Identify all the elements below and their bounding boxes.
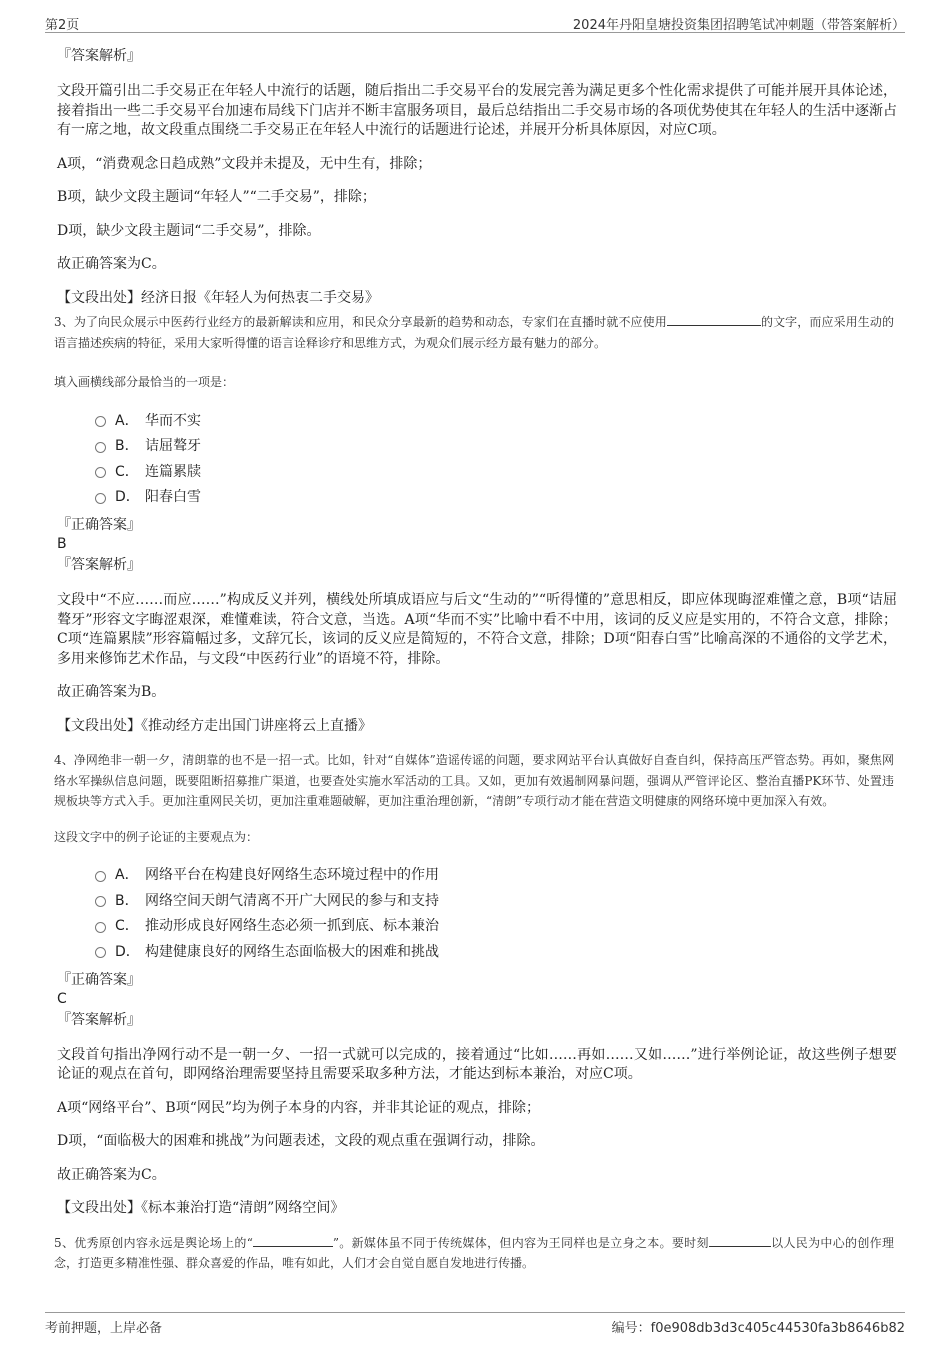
radio-icon[interactable] [95, 442, 106, 453]
block1-analysis [57, 46, 897, 308]
analysis-paragraph: A项，“消费观念日趋成熟”文段并未提及，无中生有，排除； [57, 155, 432, 172]
question-stem: 4、净网绝非一朝一夕，清朗靠的也不是一招一式。比如，针对“自媒体”造谣传谣的问题，要求网站平台认真做好自查自纠，保持高压严管态势。再如，聚焦网络水军操纵信息问题，既要阻断招募推广渠道，也要查处实施水军活动的工具。又如，更加有效遏制网暴问题，强调从严管评论区、整治直播PK环节、处置违规板块等方式入手。更加注重网民关切，更加注重难题破解，更加注重治理创新，“清朗”专项行动才能在营造文明健康的网络环境中更加深入有效。 [54, 753, 894, 808]
radio-icon[interactable] [95, 467, 106, 478]
analysis-paragraph: 故正确答案为C。 [57, 256, 166, 272]
question-prompt: 这段文字中的例子论证的主要观点为： [54, 829, 259, 844]
correct-answer: C [57, 990, 67, 1007]
option-list [57, 862, 897, 964]
option-a[interactable]: A． 华而不实 [57, 407, 897, 433]
page-content [54, 40, 897, 1274]
footer-slogan: 考前押题，上岸必备 [45, 1321, 163, 1336]
analysis-paragraph: 故正确答案为B。 [57, 684, 166, 700]
analysis-paragraph: 文段开篇引出二手交易正在年轻人中流行的话题，随后指出二手交易平台的发展完善为满足更多个性化需求提供了可能并展开具体论述，接着指出一些二手交易平台加速布局线下门店并不断丰富服务项目，最后总结指出二手交易市场的各项优势使其在年轻人的生活中逐渐占有一席之地，故文段重点围绕二手交易正在年轻人中流行的话题进行论述，并展开分析具体原因，对应C项。 [57, 83, 897, 138]
analysis-label: 『答案解析』 [57, 557, 141, 573]
radio-icon[interactable] [95, 871, 106, 882]
analysis-paragraph: B项，缺少文段主题词“年轻人”“二手交易”，排除； [57, 189, 376, 205]
question-stem: 5、优秀原创内容永远是舆论场上的“ ”。新媒体虽不同于传统媒体，但内容为王同样也是立身之本。要时刻 以人民为中心的创作理念，打造更多精准性强、群众喜爱的作品，唯有如此，人们才会自觉自愿自发地进行传播。 [54, 1233, 894, 1274]
radio-icon[interactable] [95, 493, 106, 504]
correct-answer-label: 『正确答案』 [57, 971, 141, 988]
option-b[interactable]: B． 诘屈聱牙 [57, 433, 897, 459]
document-id: 编号：f0e908db3d3c405c44530fa3b8646b82 [611, 1321, 905, 1336]
answer-blank [667, 312, 761, 326]
radio-icon[interactable] [95, 896, 106, 907]
page-footer [45, 1312, 905, 1335]
document-title: 2024年丹阳皇塘投资集团招聘笔试冲刺题（带答案解析） [572, 18, 905, 33]
analysis-label: 『答案解析』 [57, 1011, 141, 1028]
source-citation: 【文段出处】经济日报《年轻人为何热衷二手交易》 [57, 289, 379, 306]
analysis-paragraph: A项“网络平台”、B项“网民”均为例子本身的内容，并非其论证的观点，排除； [57, 1099, 541, 1116]
analysis-paragraph: D项，“面临极大的困难和挑战”为问题表述，文段的观点重在强调行动，排除。 [57, 1133, 545, 1149]
analysis-paragraph: 文段首句指出净网行动不是一朝一夕、一招一式就可以完成的，接着通过“比如……再如……又如……”进行举例论证，故这些例子想要论证的观点在首句，即网络治理需要坚持且需要采取多种方法，才能达到标本兼治，对应C项。 [57, 1046, 897, 1082]
analysis-paragraph: D项，缺少文段主题词“二手交易”，排除。 [57, 222, 321, 239]
option-d[interactable]: D． 阳春白雪 [57, 484, 897, 510]
option-c[interactable]: C． 连篇累牍 [57, 458, 897, 484]
question-4 [54, 750, 897, 1219]
question-prompt: 填入画横线部分最恰当的一项是： [54, 375, 235, 389]
page-header [45, 12, 905, 33]
correct-answer: B [57, 536, 67, 552]
answer-blank [253, 1233, 333, 1247]
page-number: 第2页 [45, 18, 80, 33]
source-citation: 【文段出处】《标本兼治打造“清朗”网络空间》 [57, 1200, 345, 1216]
option-a[interactable]: A． 网络平台在构建良好网络生态环境过程中的作用 [57, 862, 897, 888]
answer-blank [709, 1233, 771, 1247]
option-c[interactable]: C． 推动形成良好网络生态必须一抓到底、标本兼治 [57, 913, 897, 939]
option-b[interactable]: B． 网络空间天朗气清离不开广大网民的参与和支持 [57, 887, 897, 913]
radio-icon[interactable] [95, 947, 106, 958]
question-stem: 3、为了向民众展示中医药行业经方的最新解读和应用，和民众分享最新的趋势和动态，专家们在直播时就不应使用 的文字，而应采用生动的语言描述疾病的特征，采用大家听得懂的语言诠释诊疗和思维方式，为观众们展示经方最有魅力的部分。 [54, 312, 894, 353]
radio-icon[interactable] [95, 922, 106, 933]
question-5 [54, 1233, 897, 1274]
source-citation: 【文段出处】《推动经方走出国门讲座将云上直播》 [57, 717, 372, 734]
analysis-paragraph: 故正确答案为C。 [57, 1166, 166, 1183]
analysis-label: 『答案解析』 [57, 48, 141, 64]
radio-icon[interactable] [95, 416, 106, 427]
option-d[interactable]: D． 构建健康良好的网络生态面临极大的困难和挑战 [57, 938, 897, 964]
correct-answer-label: 『正确答案』 [57, 517, 141, 533]
analysis-paragraph: 文段中“不应……而应……”构成反义并列，横线处所填成语应与后文“生动的”“听得懂的”意思相反，即应体现晦涩难懂之意，B项“诘屈聱牙”形容文字晦涩艰深，难懂难读，符合文意，当选。A项“华而不实”比喻中看不中用，该词的反义应是实用的，不符合文意，排除；C项“连篇累牍”形容篇幅过多，文辞冗长，该词的反义应是简短的，不符合文意，排除；D项“阳春白雪”比喻高深的不通俗的文学艺术，多用来修饰艺术作品，与文段“中医药行业”的语境不符，排除。 [57, 592, 897, 667]
option-list [57, 407, 897, 509]
question-3 [54, 312, 897, 736]
